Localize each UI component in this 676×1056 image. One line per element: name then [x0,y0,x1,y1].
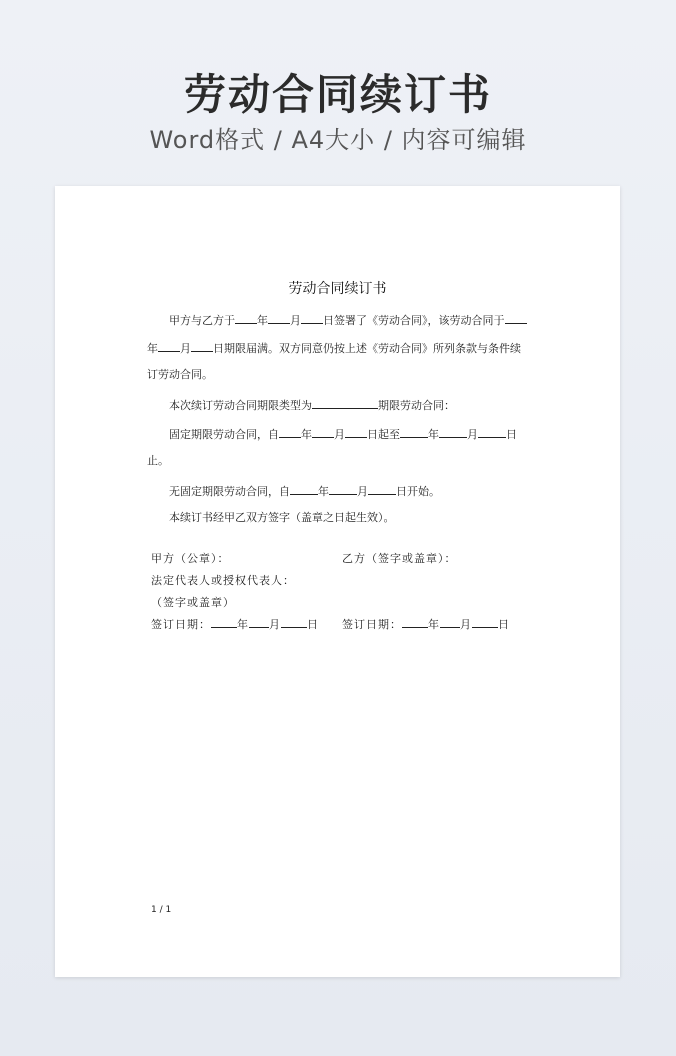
signature-party-a: 甲方（公章）： [151,552,230,565]
document-title: 劳动合同续订书 [288,281,387,297]
paragraph-4: 无固定期限劳动合同，自 年 月 日开始。 [169,485,440,498]
banner-subtitle: Word格式 / A4大小 / 内容可编辑 [149,126,527,154]
signature-date-party-a: 签订日期： 年 月 日 [151,618,319,631]
paragraph-3-line-2: 止。 [147,454,169,467]
paragraph-1-line-2: 年 月 日期限届满。双方同意仍按上述《劳动合同》所列条款与条件续 [147,342,521,355]
paragraph-1-line-3: 订劳动合同。 [147,368,213,381]
banner-title: 劳动合同续订书 [183,70,492,119]
page-number: 1 / 1 [151,905,172,915]
paragraph-2: 本次续订劳动合同期限类型为 期限劳动合同： [169,399,455,412]
signature-legal-representative: 法定代表人或授权代表人： [151,574,295,587]
paragraph-1-line-1: 甲方与乙方于 年 月 日签署了《劳动合同》，该劳动合同于 [169,312,559,328]
paragraph-5: 本续订书经甲乙双方签字（盖章之日起生效）。 [169,511,395,524]
paragraph-3-line-1: 固定期限劳动合同，自 年 月 日起至 年 月 日 [169,428,517,441]
document-page [55,186,620,977]
signature-party-b: 乙方（签字或盖章）： [342,552,457,565]
signature-date-party-b: 签订日期： 年 月 日 [342,618,510,631]
signature-sign-or-seal: （签字或盖章） [151,596,235,609]
